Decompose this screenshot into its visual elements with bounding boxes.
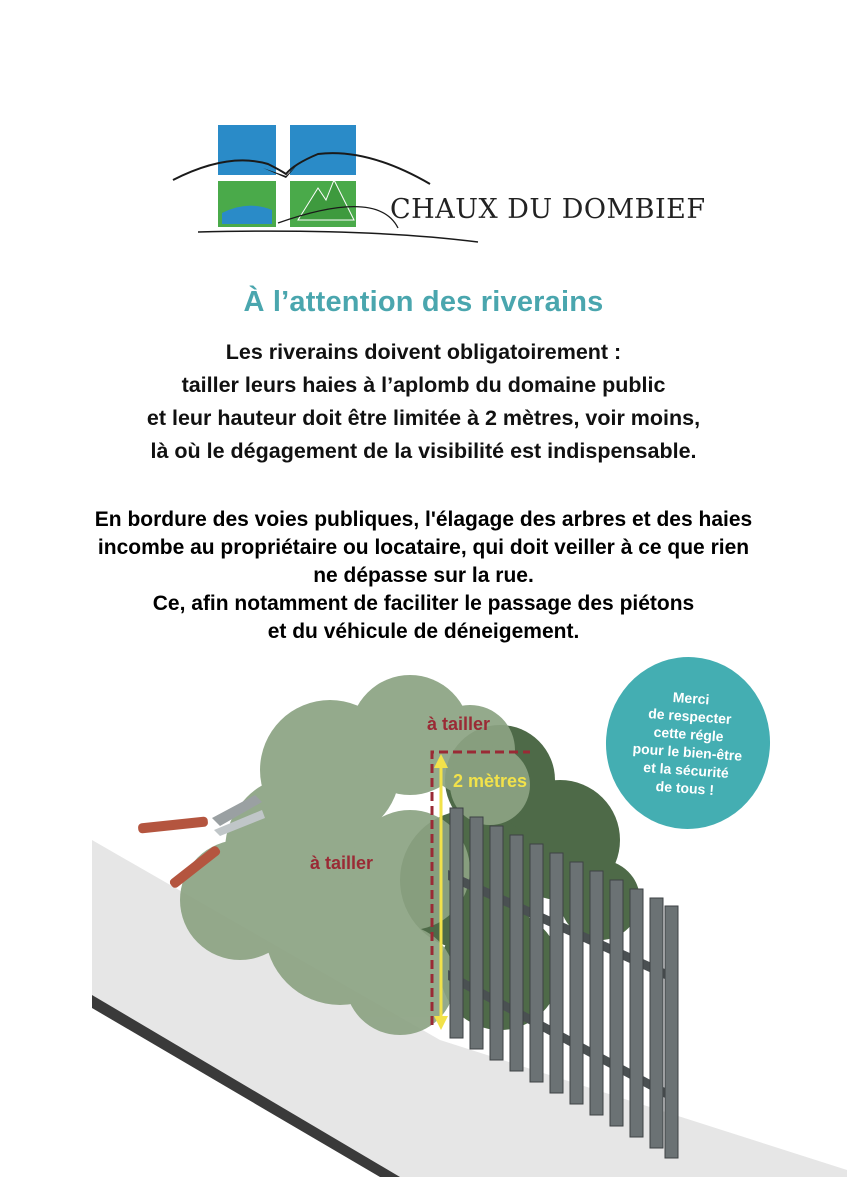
badge-line: Merci — [672, 688, 710, 708]
badge-line: de tous ! — [655, 777, 715, 798]
text-line: ne dépasse sur la rue. — [313, 564, 534, 587]
badge-line: cette régle — [653, 723, 725, 745]
obligation-paragraph — [30, 336, 817, 468]
trim-label-left: à tailler — [310, 853, 374, 873]
municipality-logo — [168, 118, 706, 248]
text-line: et leur hauteur doit être limitée à 2 mètres, voir moins, — [146, 406, 701, 430]
pruning-paragraph — [30, 506, 817, 646]
text-line: En bordure des voies publiques, l'élagage des arbres et des haies — [94, 508, 753, 531]
text-line: Les riverains doivent obligatoirement : — [225, 340, 622, 364]
height-label: 2 mètres — [453, 771, 528, 791]
text-line: tailler leurs haies à l’aplomb du domaine public — [181, 373, 666, 397]
arrow-head-bottom — [434, 1016, 448, 1030]
badge-line: de respecter — [647, 705, 732, 727]
text-line: là où le dégagement de la visibilité est indispensable. — [150, 439, 697, 463]
text-line: Ce, afin notamment de faciliter le passage des piétons — [152, 592, 695, 615]
logo-name: CHAUX DU DOMBIEF — [390, 194, 706, 225]
logo-emblem — [168, 118, 688, 248]
trim-label-top: à tailler — [427, 714, 491, 734]
badge-line: et la sécurité — [642, 758, 730, 781]
text-line: et du véhicule de déneigement. — [267, 620, 580, 643]
page-title: À l’attention des riverains — [243, 286, 604, 318]
badge-line: pour le bien-être — [632, 740, 743, 764]
text-line: incombe au propriétaire ou locataire, qui doit veiller à ce que rien — [97, 536, 750, 559]
